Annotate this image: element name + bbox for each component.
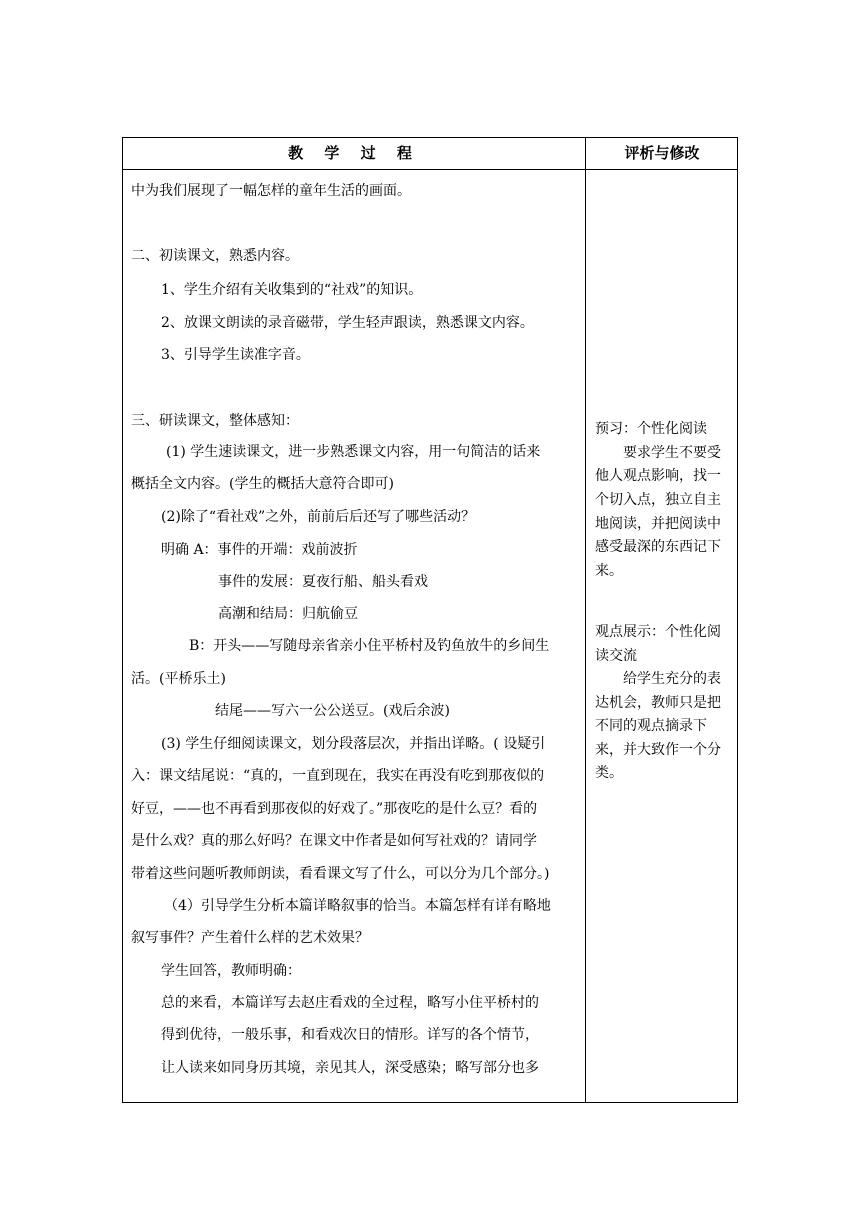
left-line: 1、学生介绍有关收集到的“社戏”的知识。: [161, 282, 423, 298]
right-line: 预习：个性化阅读: [595, 421, 707, 437]
left-line: 是什么戏？真的那么好吗？在课文中作者是如何写社戏的？请同学: [131, 833, 537, 849]
left-line: 2、放课文朗读的录音磁带，学生轻声跟读，熟悉课文内容。: [161, 315, 534, 331]
left-line: 三、研读课文，整体感知：: [131, 413, 299, 429]
left-line: （4）引导学生分析本篇详略叙事的恰当。本篇怎样有详有略地: [164, 898, 551, 914]
header-divider: [123, 169, 737, 170]
left-line: 结尾——写六一公公送豆。(戏后余波): [215, 703, 450, 719]
left-line: 中为我们展现了一幅怎样的童年生活的画面。: [131, 183, 411, 199]
header-teaching-process: 教 学 过 程: [288, 144, 420, 162]
left-line: 好豆，——也不再看到那夜似的好戏了。”那夜吃的是什么豆？看的: [131, 801, 538, 817]
left-line: 高潮和结局：归航偷豆: [218, 606, 358, 622]
left-line: 学生回答，教师明确：: [161, 963, 301, 979]
right-line: 个切入点，独立自主: [595, 492, 721, 508]
right-line: 来。: [595, 563, 623, 579]
left-line: 事件的发展：夏夜行船、船头看戏: [218, 574, 428, 590]
left-line: 得到优待，一般乐事，和看戏次日的情形。详写的各个情节，: [161, 1027, 539, 1043]
right-line: 观点展示：个性化阅: [595, 624, 721, 640]
right-line: 给学生充分的表: [623, 671, 721, 687]
left-line: 总的来看，本篇详写去赵庄看戏的全过程，略写小住平桥村的: [161, 995, 539, 1011]
left-line: B：开头——写随母亲省亲小住平桥村及钓鱼放牛的乡间生: [189, 638, 550, 654]
left-line: 明确 A：事件的开端：戏前波折: [161, 542, 358, 558]
right-line: 来，并大致作一个分: [595, 742, 721, 758]
right-line: 读交流: [595, 648, 637, 664]
left-line: 叙写事件？产生着什么样的艺术效果？: [131, 930, 369, 946]
column-divider: [585, 138, 586, 1102]
left-line: (1) 学生速读课文，进一步熟悉课文内容，用一句简洁的话来: [166, 444, 541, 460]
left-line: 概括全文内容。(学生的概括大意符合即可): [131, 476, 394, 492]
left-line: 活。(平桥乐土): [131, 671, 226, 687]
left-line: 入：课文结尾说：“真的，一直到现在，我实在再没有吃到那夜似的: [131, 768, 545, 784]
left-line: 带着这些问题听教师朗读，看看课文写了什么，可以分为几个部分。): [131, 866, 550, 882]
right-line: 要求学生不要受: [623, 445, 721, 461]
header-analysis-revision: 评析与修改: [624, 144, 700, 162]
right-line: 感受最深的东西记下: [595, 539, 721, 555]
left-line: 3、引导学生读准字音。: [161, 347, 310, 363]
left-line: (3) 学生仔细阅读课文，划分段落层次，并指出详略。( 设疑引: [161, 736, 546, 752]
right-line: 地阅读，并把阅读中: [595, 516, 721, 532]
right-line: 不同的观点摘录下: [595, 718, 707, 734]
left-line: 让人读来如同身历其境，亲见其人，深受感染；略写部分也多: [161, 1060, 539, 1076]
left-line: (2)除了“看社戏”之外，前前后后还写了哪些活动？: [161, 509, 476, 525]
right-line: 他人观点影响，找一: [595, 468, 721, 484]
right-line: 类。: [595, 765, 623, 781]
right-line: 达机会，教师只是把: [595, 695, 721, 711]
left-line: 二、初读课文，熟悉内容。: [131, 248, 299, 264]
